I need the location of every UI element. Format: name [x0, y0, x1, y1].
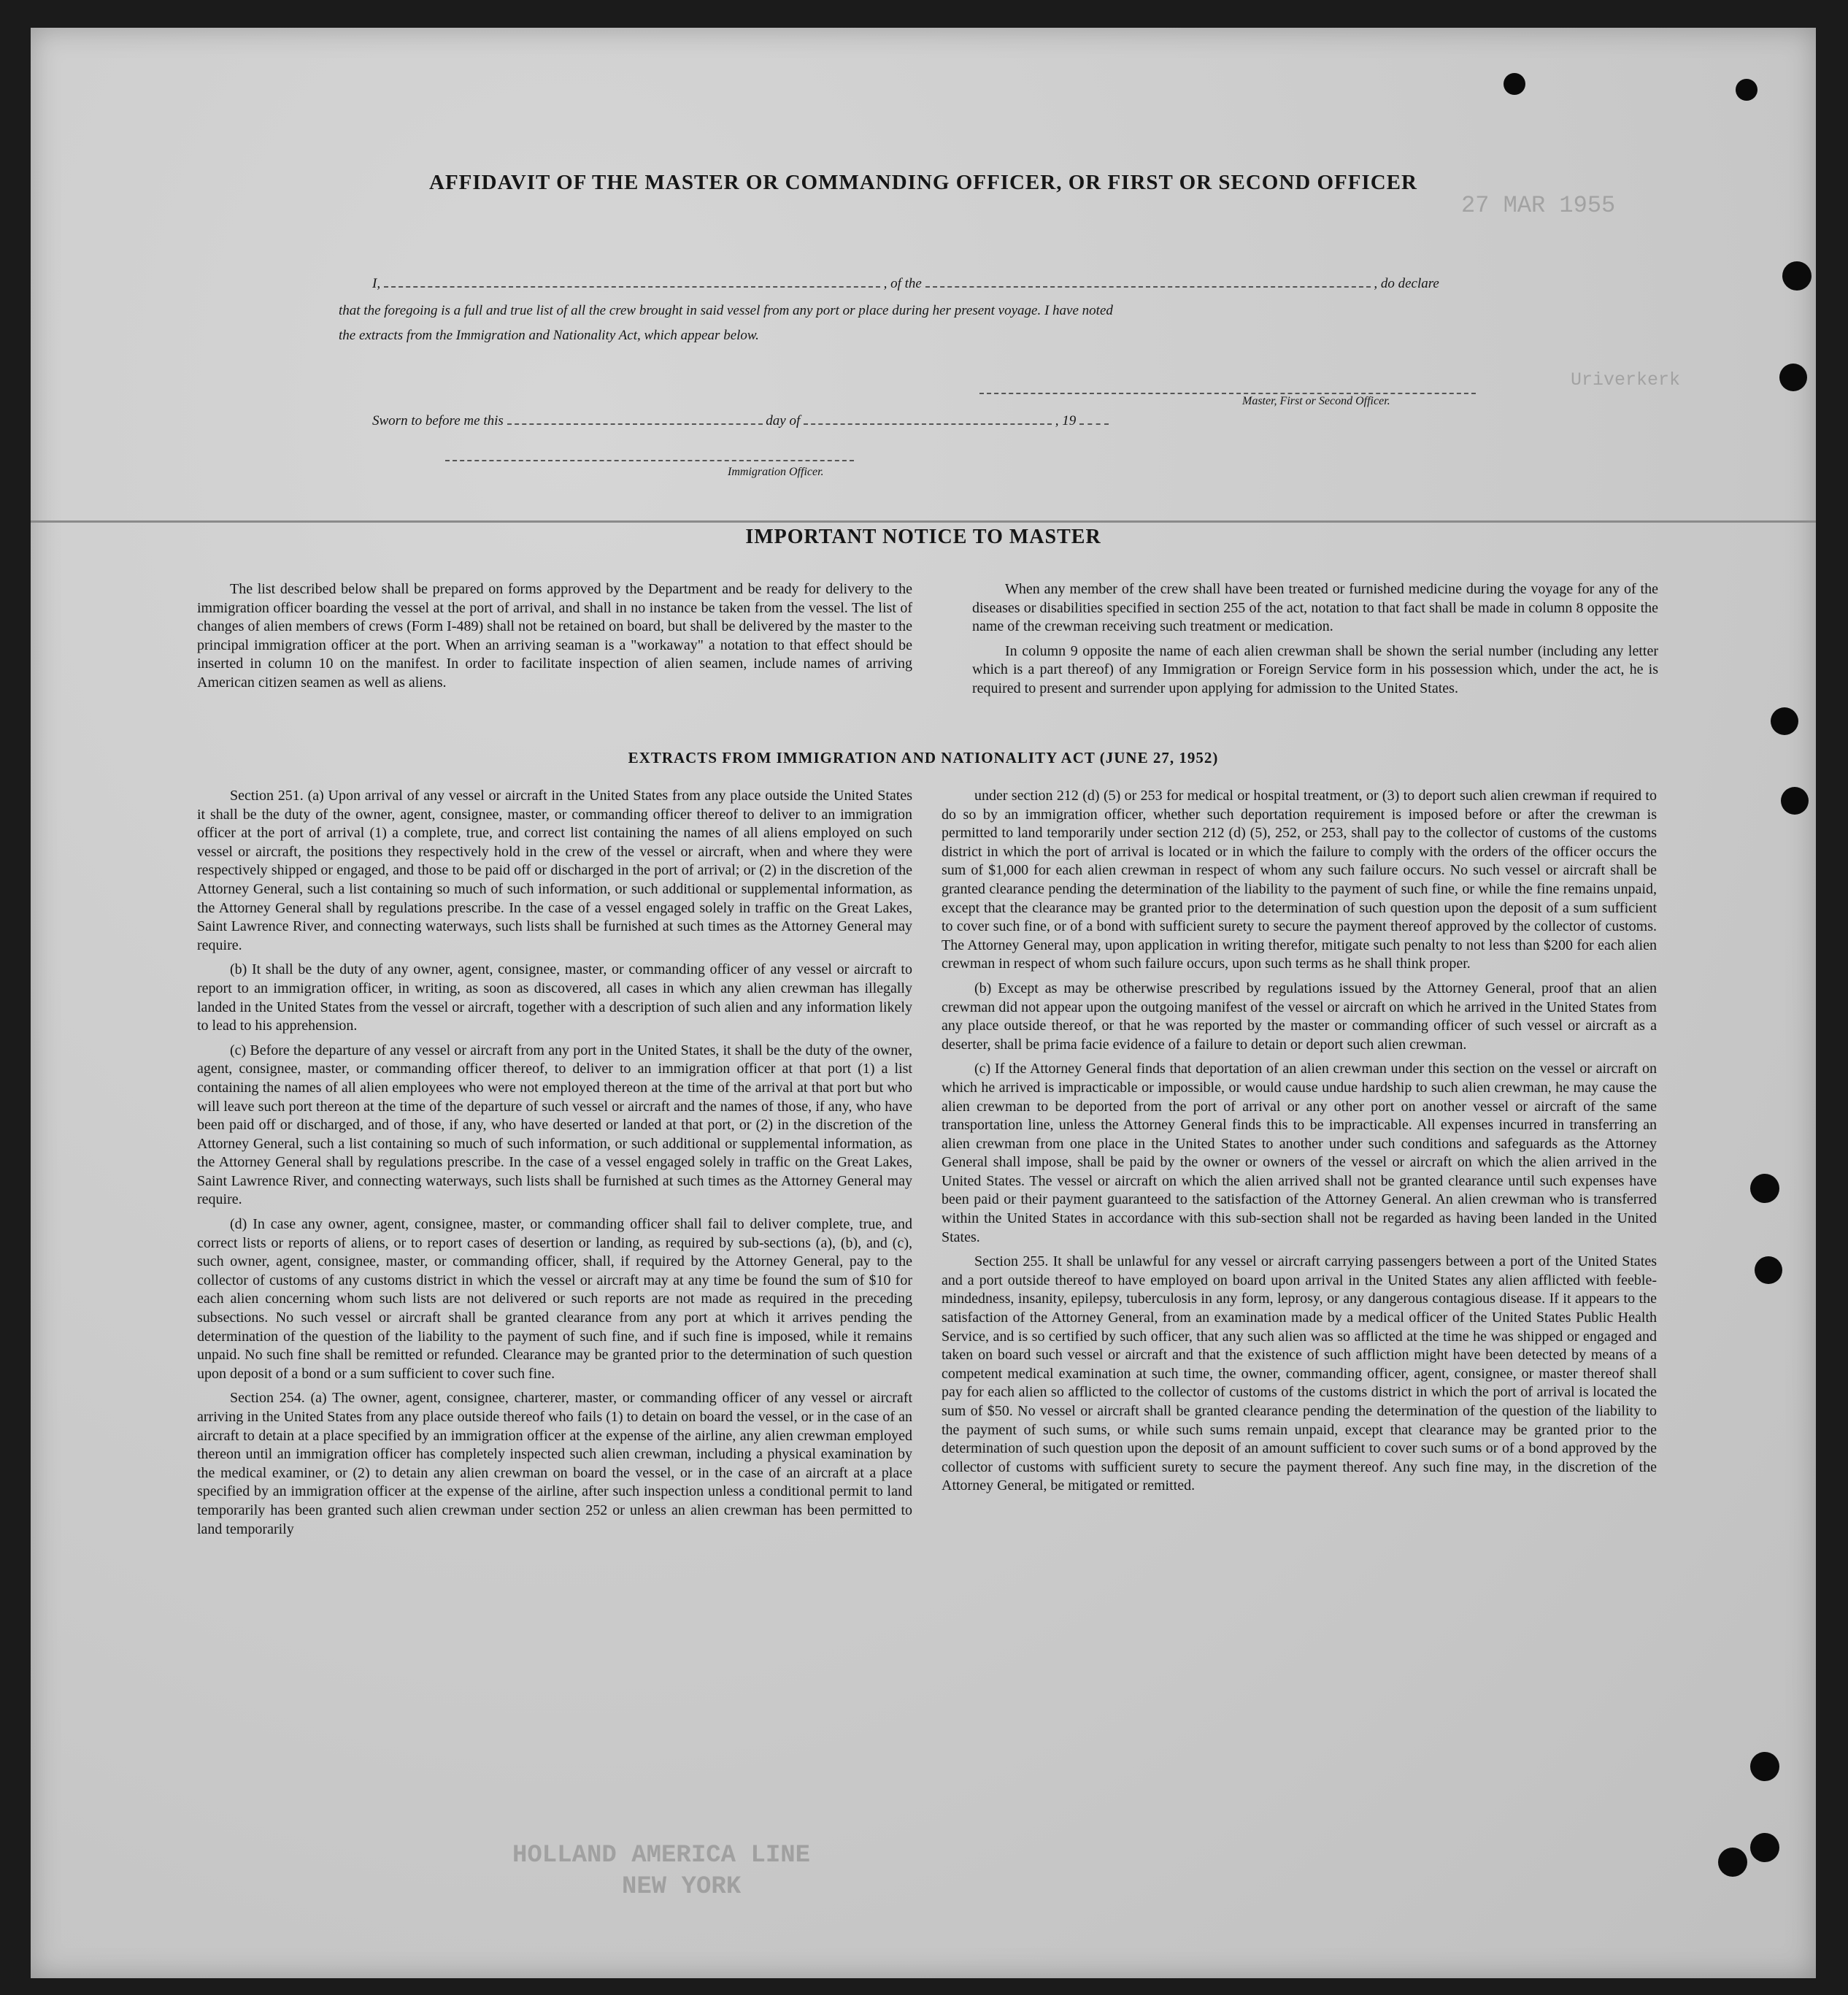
bleed-through-stamp: 27 MAR 1955	[1461, 192, 1616, 219]
punch-hole	[1750, 1833, 1779, 1862]
bleed-through-text: HOLLAND AMERICA LINE	[512, 1842, 811, 1869]
punch-hole	[1718, 1848, 1747, 1877]
extract-paragraph: (c) If the Attorney General finds that deportation of an alien crewman under this section on the vessel or aircraft on which he arrived is impracticable or impossible, or would cause undue hardship to such alien crewman, he may cause the alien crewman to be deported from the port of arrival or any other port on another vessel or aircraft of the same transportation line, unless the Attorney General finds this to be impracticable. All expenses incurred in transferring an alien crewman from one place in the United States to another under such conditions and safeguards as the Attorney General shall impose, shall be paid by the owner or owners of the vessel or aircraft on which the alien arrived in the United States. The vessel or aircraft on which the alien arrived shall not be granted clearance until such expenses have been paid or their payment guaranteed to the satisfaction of the Attorney General. An alien crewman who is transferred within the United States in accordance with this sub-section shall not be regarded as having been landed in the United States.	[942, 1061, 1657, 1245]
year-blank	[1079, 413, 1109, 425]
notice-paragraph: In column 9 opposite the name of each alien crewman shall be shown the serial number (including any letter which is a part thereof) of any Immigration or Foreign Service form in his possession which, under the act, he is required to present and surrender upon applying for admission to the United States.	[972, 642, 1658, 696]
affidavit-i-label: I,	[372, 276, 381, 291]
extract-paragraph: Section 255. It shall be unlawful for any vessel or aircraft carrying passengers between a port of the United States and a port outside thereof to have employed on board upon arrival in the United States any alien afflicted with feeble-mindedness, insanity, epilepsy, tuberculosis in any form, leprosy, or any dangerous contagious disease. If it appears to the satisfaction of the Attorney General, from an examination made by a medical officer of the United States Public Health Service, and is so certified by such officer, that any such alien was so afflicted at the time he was shipped or engaged and taken on board such vessel or aircraft and that the existence of such affliction might have been detected by means of a competent medical examination at such time, the owner, commanding officer, agent, consignee, or master thereof shall pay for each alien so afflicted to the collector of customs of the customs district in which the port of arrival is located the sum of $50. No vessel or aircraft shall be granted clearance pending the determination of the question of the liability to the payment of such sums, or while such sums remain unpaid, except that clearance may be granted prior to the determination of such question upon the deposit of an amount sufficient to cover such sums or of a bond approved by the collector of customs with sufficient surety to secure the payment thereof. Any such fine may, in the discretion of the Attorney General, be mitigated or remitted.	[942, 1253, 1657, 1494]
sworn-label: Sworn to before me this	[372, 413, 504, 428]
affidavit-declaration-line	[372, 276, 1439, 292]
bleed-through-text: NEW YORK	[622, 1873, 742, 1901]
notice-right-column	[972, 580, 1658, 704]
master-signature-line	[979, 383, 1476, 394]
section-divider	[31, 520, 1816, 523]
year-label: , 19	[1055, 413, 1077, 428]
extracts-title: EXTRACTS FROM IMMIGRATION AND NATIONALITY ACT (JUNE 27, 1952)	[628, 749, 1219, 766]
punch-hole	[1755, 1256, 1782, 1284]
notice-title: IMPORTANT NOTICE TO MASTER	[745, 526, 1101, 548]
notice-paragraph: The list described below shall be prepared on forms approved by the Department and be ready for delivery to the immigration officer boarding the vessel at the port of arrival, and shall in no instance be taken from the vessel. The list of changes of alien members of crews (Form I-489) shall not be retained on board, but shall be delivered by the master to the principal immigration officer at the port. When an arriving seaman is a "workaway" a notation to that effect should be inserted in column 10 on the manifest. In order to facilitate inspection of alien seamen, include names of arriving American citizen seamen as well as aliens.	[197, 581, 912, 691]
extract-paragraph: under section 212 (d) (5) or 253 for medical or hospital treatment, or (3) to deport such alien crewman if required to do so by an immigration officer, whether such deportation requirement is imposed before or after the crewman is permitted to land temporarily under section 212 (d) (5), 252, or 253, shall pay to the collector of customs of the customs district in which the port of arrival is located or in which the failure to comply with the orders of the officer occurs the sum of $1,000 for each alien crewman in respect of whom any such failure occurs. No such vessel or aircraft shall be granted clearance pending the determination of the liability to the payment of such fine, or while the fine remains unpaid, except that the clearance may be granted prior to the determination of such question upon the deposit of a sum sufficient to cover such fine, or of a bond with sufficient surety to secure the payment thereof approved by the collector of customs. The Attorney General may, upon application in writing therefor, mitigate such penalty to not less than $200 for each alien crewman in respect of whom such failure occurs, upon such terms as he shall think proper.	[942, 788, 1657, 972]
month-blank	[804, 413, 1052, 425]
do-declare-label: , do declare	[1374, 276, 1439, 291]
day-blank	[507, 413, 763, 425]
punch-hole	[1771, 707, 1798, 735]
master-signature-label: Master, First or Second Officer.	[1242, 395, 1390, 407]
extracts-left-column	[197, 787, 912, 1545]
affidavit-statement-line: that the foregoing is a full and true list of all the crew brought in said vessel from any port or place during her present voyage. I have noted	[339, 303, 1113, 318]
extract-paragraph: (d) In case any owner, agent, consignee, master, or commanding officer shall fail to deliver complete, true, and correct lists or reports of aliens, or to report cases of desertion or landing, as required by sub-sections (a), (b), and (c), such owner, agent, consignee, master, or commanding officer, shall, if required by the Attorney General, pay to the collector of customs of any customs district in which the vessel or aircraft may at any time be found the sum of $10 for each alien concerning whom such lists are not delivered or such reports are not made as required in the preceding subsections. No such vessel or aircraft shall be granted clearance from any port at which it arrives pending the determination of the question of the liability to the payment of such fine, and if such fine is imposed, while it remains unpaid. No such fine shall be remitted or refunded. Clearance may be granted prior to the determination of such question upon deposit of a bond or a sum sufficient to cover such fine.	[197, 1216, 912, 1382]
extract-paragraph: (b) Except as may be otherwise prescribed by regulations issued by the Attorney General, proof that an alien crewman did not appear upon the outgoing manifest of the vessel or aircraft on which he arrived in the United States from any place outside thereof, or that he was reported by the master or commanding officer of such vessel or aircraft as a deserter, shall be prima facie evidence of a failure to detain or deport such alien crewman.	[942, 980, 1657, 1053]
extract-paragraph: Section 254. (a) The owner, agent, consignee, charterer, master, or commanding officer of any vessel or aircraft arriving in the United States from any place outside thereof who fails (1) to detain on board the vessel, or in the case of an aircraft to detain at a place specified by an immigration officer at the expense of the airline, any alien crewman employed thereon until an immigration officer has completely inspected such alien crewman, including a physical examination by the medical examiner, or (2) to detain any alien crewman on board the vessel, or in the case of an aircraft at a place specified by an immigration officer at the expense of the airline, after such inspection unless a conditional permit to land temporarily has been granted such alien crewman under section 252 or unless an alien crewman has been permitted to land temporarily	[197, 1390, 912, 1537]
affidavit-title: AFFIDAVIT OF THE MASTER OR COMMANDING OFFICER, OR FIRST OR SECOND OFFICER	[429, 171, 1417, 194]
punch-hole	[1504, 73, 1525, 95]
extract-paragraph: (c) Before the departure of any vessel or aircraft from any port in the United States, it shall be the duty of the owner, agent, consignee, master, or commanding officer thereof, to deliver to an immigration officer at that port (1) a list containing the names of all alien employees who were not employed thereon at the time of the arrival at that port but who will leave such port thereon at the time of the departure of such vessel or aircraft and the names of those, if any, who have been paid off or discharged, and of those, if any, who have deserted or landed at that port, or (2) in the discretion of the Attorney General, such a list containing so much of such information, or such additional or supplemental information, as the Attorney General shall by regulations prescribe. In the case of a vessel engaged solely in traffic on the Great Lakes, Saint Lawrence River, and connecting waterways, such lists shall be furnished at such times as the Attorney General may require.	[197, 1042, 912, 1208]
notice-paragraph: When any member of the crew shall have been treated or furnished medicine during the voyage for any of the diseases or disabilities specified in section 255 of the act, notation to that fact shall be made in column 8 opposite the name of the crewman receiving such treatment or medication.	[972, 581, 1658, 635]
extract-paragraph: Section 251. (a) Upon arrival of any vessel or aircraft in the United States from any place outside the United States it shall be the duty of the owner, agent, consignee, master, or commanding officer thereof to deliver to an immigration officer at the port of arrival (1) a complete, true, and correct list containing the names of all aliens employed on such vessel or aircraft, the positions they respectively hold in the crew of the vessel or aircraft, when and where they were respectively shipped or engaged, and those to be paid off or discharged in the port of arrival; or (2) in the discretion of the Attorney General, such a list containing so much of such information, or such additional or supplemental information, as the Attorney General shall by regulations prescribe. In the case of a vessel engaged solely in traffic on the Great Lakes, Saint Lawrence River, and connecting waterways, such lists shall be furnished at such times as the Attorney General may require.	[197, 788, 912, 953]
sworn-line	[372, 413, 1109, 429]
punch-hole	[1782, 261, 1812, 291]
document-page	[31, 28, 1816, 1978]
punch-hole	[1781, 787, 1809, 815]
punch-hole	[1779, 364, 1807, 391]
of-the-label: , of the	[883, 276, 922, 291]
affidavit-statement-line: the extracts from the Immigration and Nationality Act, which appear below.	[339, 328, 759, 343]
extract-paragraph: (b) It shall be the duty of any owner, agent, consignee, master, or commanding officer of any vessel or aircraft to report to an immigration officer, in writing, as soon as discovered, all cases in which any alien crewman has illegally landed in the United States from the vessel or aircraft, together with a description of such alien and any information likely to lead to his apprehension.	[197, 961, 912, 1034]
vessel-blank	[925, 276, 1371, 288]
day-of-label: day of	[766, 413, 801, 428]
punch-hole	[1750, 1174, 1779, 1203]
notice-left-column	[197, 580, 912, 699]
punch-hole	[1736, 79, 1757, 101]
name-blank	[384, 276, 880, 288]
bleed-through-text: Uriverkerk	[1571, 369, 1681, 391]
immigration-officer-line	[445, 450, 854, 461]
immigration-officer-label: Immigration Officer.	[728, 466, 824, 478]
extracts-right-column	[942, 787, 1657, 1502]
punch-hole	[1750, 1752, 1779, 1781]
